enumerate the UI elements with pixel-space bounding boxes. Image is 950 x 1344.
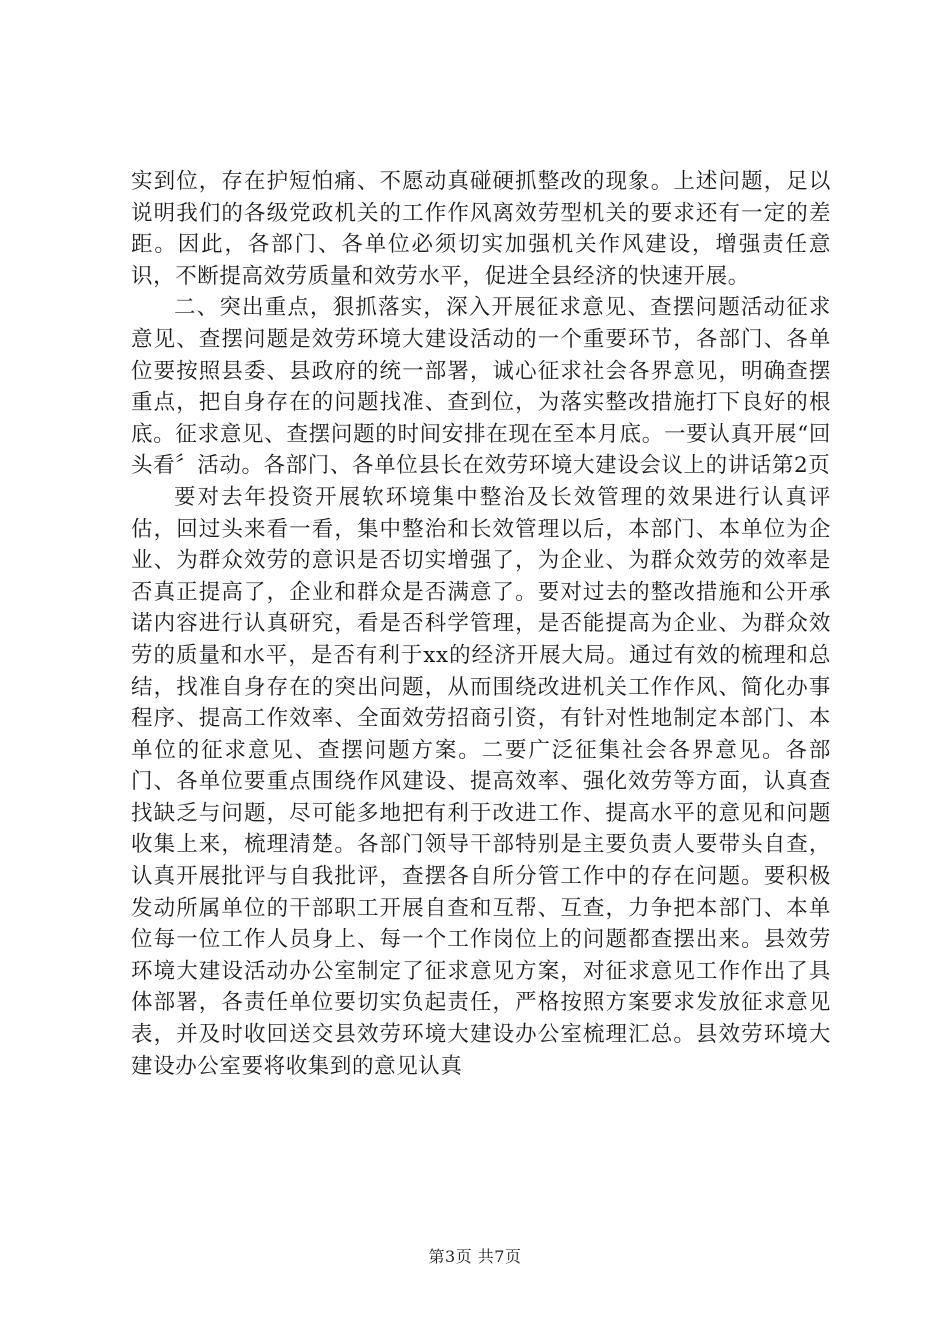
page-footer: 第3页 共7页 — [428, 1247, 522, 1266]
paragraph-2: 二、突出重点，狠抓落实，深入开展征求意见、查摆问题活动征求意见、查摆问题是效劳环境大建设活动的一个重要环节，各部门、各单位要按照县委、县政府的统一部署，诚心征求社会各界意见，明确查摆重点，把自身存在的问题找准、查到位，为落实整改措施打下良好的根底。征求意见、查摆问题的时间安排在现在至本月底。一要认真开展“回头看〞活动。各部门、各单位县长在效劳环境大建设会议上的讲话第2页 — [131, 295, 831, 479]
paragraph-1: 实到位，存在护短怕痛、不愿动真碰硬抓整改的现象。上述问题，足以说明我们的各级党政机关的工作作风离效劳型机关的要求还有一定的差距。因此，各部门、各单位必须切实加强机关作风建设，增强责任意识，不断提高效劳质量和效劳水平，促进全县经济的快速开展。 — [131, 169, 831, 289]
document-body — [131, 166, 831, 1082]
paragraph-3: 要对去年投资开展软环境集中整治及长效管理的效果进行认真评估，回过头来看一看，集中整治和长效管理以后，本部门、本单位为企业、为群众效劳的意识是否切实增强了，为企业、为群众效劳的效率是否真正提高了，企业和群众是否满意了。要对过去的整改措施和公开承诺内容进行认真研究，看是否科学管理，是否能提高为企业、为群众效劳的质量和水平，是否有利于xx的经济开展大局。通过有效的梳理和总结，找准自身存在的突出问题，从而围绕改进机关工作作风、简化办事程序、提高工作效率、全面效劳招商引资，有针对性地制定本部门、本单位的征求意见、查摆问题方案。二要广泛征集社会各界意见。各部门、各单位要重点围绕作风建设、提高效率、强化效劳等方面，认真查找缺乏与问题，尽可能多地把有利于改进工作、提高水平的意见和问题收集上来，梳理清楚。各部门领导干部特别是主要负责人要带头自查，认真开展批评与自我批评，查摆各自所分管工作中的存在问题。要积极发动所属单位的干部职工开展自查和互帮、互查，力争把本部门、本单位每一位工作人员身上、每一个工作岗位上的问题都查摆出来。县效劳环境大建设活动办公室制定了征求意见方案，对征求意见工作作出了具体部署，各责任单位要切实负起责任，严格按照方案要求发放征求意见表，并及时收回送交县效劳环境大建设办公室梳理汇总。县效劳环境大建设办公室要将收集到的意见认真 — [131, 484, 831, 1079]
